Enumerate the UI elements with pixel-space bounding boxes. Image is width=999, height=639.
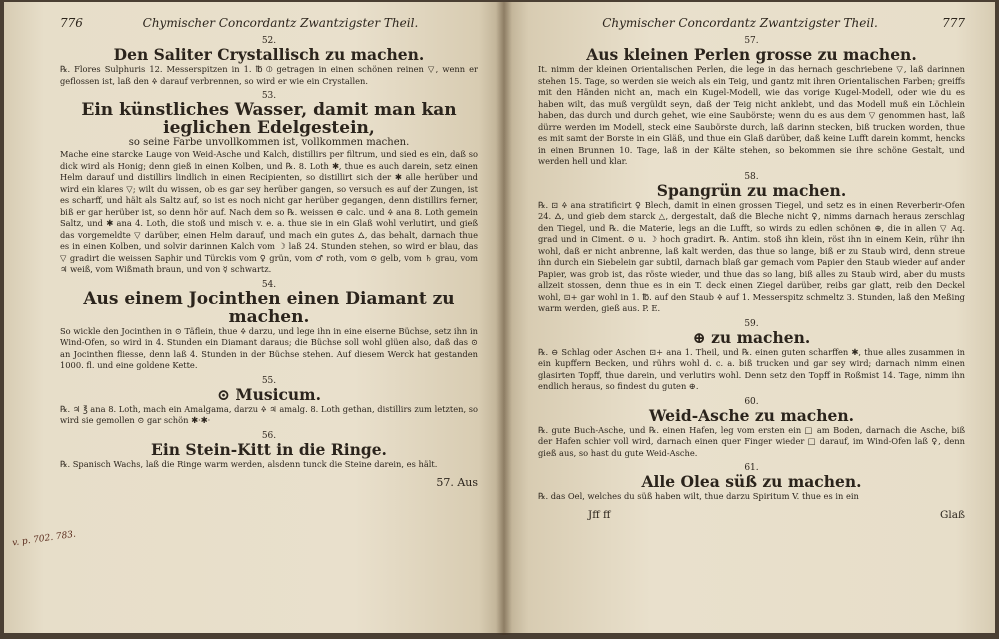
section-body: Mache eine starcke Lauge von Weid-Asche und Kalch, distillirs per filtrum, und sied es ein, daß so dick wird als Honig; denn gieß in einen Kolben, und ℞. 8. Loth ✱, thue es auch darein, setz einen Helm darauf und distillirs lindlich in einen Recipienten, so distillirt sich der ✱ alle herüber und wird ein klares ▽; wilt du wissen, ob es gar sey herüber gangen, so versuch es auf der Zungen, ist es scharff, und hält als Saltz auf, so ist es noch nicht gar herüber gegangen, denn distillirs ferner, biß er gar herüber ist, so denn hör auf. Nach dem so ℞. weissen ⊖ calc. und 🜍 ana 8. Loth gemein Saltz, und ✱ ana 4. Loth, die stoß und misch v. e. a. thue sie in ein Glaß wohl verlutirt, und gieß das vorgemeldte ▽ darüber, einen Helm darauf, und mach ein gutes 🜂, das behalt, darnach thue es in einen Kolben, und solvir darinnen Kalch vom ☽ laß 24. Stunden stehen, so wird er blau, das ▽ gradirt die weissen Saphir und Türckis vom ♀ grün, vom ♂ roth, vom ⊙ gelb, vom ♄ grau, vom ♃ weiß, vom Wißmath braun, und von ☿ schwartz. [60, 149, 478, 274]
section-title: Aus einem Jocinthen einen Diamant zu machen. [83, 288, 455, 327]
book-gutter [496, 2, 512, 635]
section-title: Alle Olea süß zu machen. [641, 472, 862, 491]
section-number: 61. [744, 463, 759, 473]
section-number: 58. [744, 171, 759, 182]
section-number: 60. [744, 396, 759, 407]
section-body: ℞. Flores Sulphuris 12. Messerspitzen in 1. ℔ ⦶ getragen in einen schönen reinen ▽, wenn er geflossen ist, laß den 🜍 darauf verbrennen, so wird er wie ein Crystallen. [60, 64, 478, 86]
right-page-header [538, 16, 965, 32]
right-page-number: 777 [942, 16, 965, 30]
section-title: Ein Stein-Kitt in die Ringe. [151, 439, 387, 459]
section-body: ℞. ⊖ Schlag oder Aschen ⊡+ ana 1. Theil, und ℞. einen guten scharffen ✱, thue alles zusammen in ein kupffern Becken, und rührs wohl d. c. a. biß trucken und gar sey wird; darnach nimm einen glasirten Topff, thue darein, und verlutirs wohl. Denn setz den Topff in Roßmist 14. Tage, nimm ihn endlich heraus, so findest du guten ⊕. [538, 346, 965, 391]
section-subtitle: so seine Farbe unvollkommen ist, vollkommen machen. [128, 137, 410, 148]
section-title: Weid-Asche zu machen. [648, 405, 855, 425]
section-body: ℞. das Oel, welches du süß haben wilt, thue darzu Spiritum V. thue es in ein [538, 491, 859, 501]
section-number: 52. [261, 36, 277, 46]
section-title: Spangrün zu machen. [656, 180, 847, 200]
section-number: 56. [261, 430, 277, 441]
right-page-footer [538, 509, 965, 521]
section-number: 57. [744, 36, 759, 46]
section-title: Ein künstliches Wasser, damit man kan ieglichen Edelgestein, [81, 100, 457, 138]
left-page-number: 776 [60, 16, 83, 30]
left-catchword: 57. Aus [436, 476, 478, 489]
section-title: ⊙ Musicum. [217, 384, 321, 404]
left-running-title: Chymischer Concordantz Zwantzigster Theil. [142, 16, 419, 30]
section-body: So wickle den Jocinthen in ⊙ Täflein, thue 🜍 darzu, und lege ihn in eine eiserne Büchse, setz ihn in Wind-Ofen, so wird in 4. Stunden ein Diamant daraus; die Büchse soll wohl glüen also, daß das ⊙ an Jocinthen fliesse, denn laß 4. Stunden in der Büchse stehen. Auf diesem Werck hat gestanden 1000. fl. und eine goldene Kette. [60, 325, 478, 370]
handwritten-margin-note: v. p. 702. 783. [11, 529, 77, 549]
section-title: Aus kleinen Perlen grosse zu machen. [586, 45, 917, 64]
right-catchword: Glaß [939, 508, 965, 521]
section-body: It. nimm der kleinen Orientalischen Perlen, die lege in das hernach geschriebene ▽, laß darinnen stehen 15. Tage, so werden sie weich als ein Teig, und gantz mit ihren Orientalischen Farben; greiffs mit den Händen nicht an, mach ein Kugel-Modell, wie das vorige Kugel-Modell, oder wie du es haben wilt, das muß vergüldt seyn, daß der Teig nicht anklebt, und das Modell muß ein Löchlein haben, das durch und durch gehet, wie eine Saubörste; wenn du es aus dem ▽ genommen hast, laß dürre werden im Modell, steck eine Saubörste durch, laß darinn stecken, biß trucken worden, thue es mit samt der Borste in ein Gläß, und thue ein Glaß darüber, daß keine Lufft darein kommt, hencks in einen Brunnen 10. Tage, laß in der Kälte stehen, so bekommen sie ihre schöne Gestalt, und werden hell und klar. [538, 64, 965, 166]
open-book [4, 2, 995, 635]
signature-mark: Jff ff [588, 508, 611, 521]
left-page [4, 2, 504, 633]
section-number: 53. [261, 91, 277, 101]
section-number: 55. [261, 375, 277, 386]
section-title: ⊕ zu machen. [692, 327, 811, 347]
section-body: ℞. gute Buch-Asche, und ℞. einen Hafen, leg vom ersten ein □ am Boden, darnach die Asche, biß der Hafen schier voll wird, darnach einen quer Finger wieder □ darauf, im Wind-Ofen laß ♀, denn gieß aus, so hast du gute Weid-Asche. [538, 424, 965, 458]
right-running-title: Chymischer Concordantz Zwantzigster Theil. [602, 16, 878, 30]
section-title: Den Saliter Crystallisch zu machen. [113, 45, 425, 64]
section-body: ℞. ♃ ℥ ana 8. Loth, mach ein Amalgama, darzu 🜍 ♃ amalg. 8. Loth gethan, distillirs zum letzten, so wird sie gemollen ⊙ gar schön ✱·✱· [60, 403, 478, 425]
left-page-header [60, 16, 478, 32]
section-body: ℞. Spanisch Wachs, laß die Ringe warm werden, alsdenn tunck die Steine darein, es hält. [60, 458, 438, 469]
section-body: ℞. ⊡ 🜍 ana stratificirt ♀ Blech, damit in einen grossen Tiegel, und setz es in einen Reverberir-Ofen 24. 🜂, und gieb dem starck △, dergestalt, daß die Bleche nicht ♀, nimms darnach heraus zerschlag den Tiegel, und ℞. die Materie, legs an die Lufft, so wirds zu edlen schönen ⊕, die in allen ▽ Aq. grad und in Ciment. ⊙ u. ☽ hoch gradirt. ℞. Antim. stoß ihn klein, röst ihn in einem Kein, rühr ihn wohl, daß er nicht anbrenne, laß kalt werden, das thue so lange, biß er zu Staub wird, denn streue ihn durch ein Siebelein gar subtil, darnach blaß gar gemach vom Papier den Staub wieder auf ander Papier, was grob ist, das röste wieder, und thue das so lang, biß alles zu Staub wird, aber du musts allzeit stossen, denn thue es in ein T. deck einen Ziegel darüber, reibs gar glatt, reib den Deckel wohl, ⊡+ gar wohl in 1. ℔. auf den Staub 🜍 auf 1. Messerspitz schmeltz 3. Stunden, laß den Meßing warm werden, gieß aus. P. E. [538, 199, 965, 313]
section-number: 54. [261, 279, 277, 290]
section-number: 59. [744, 318, 759, 329]
right-page [504, 2, 995, 633]
